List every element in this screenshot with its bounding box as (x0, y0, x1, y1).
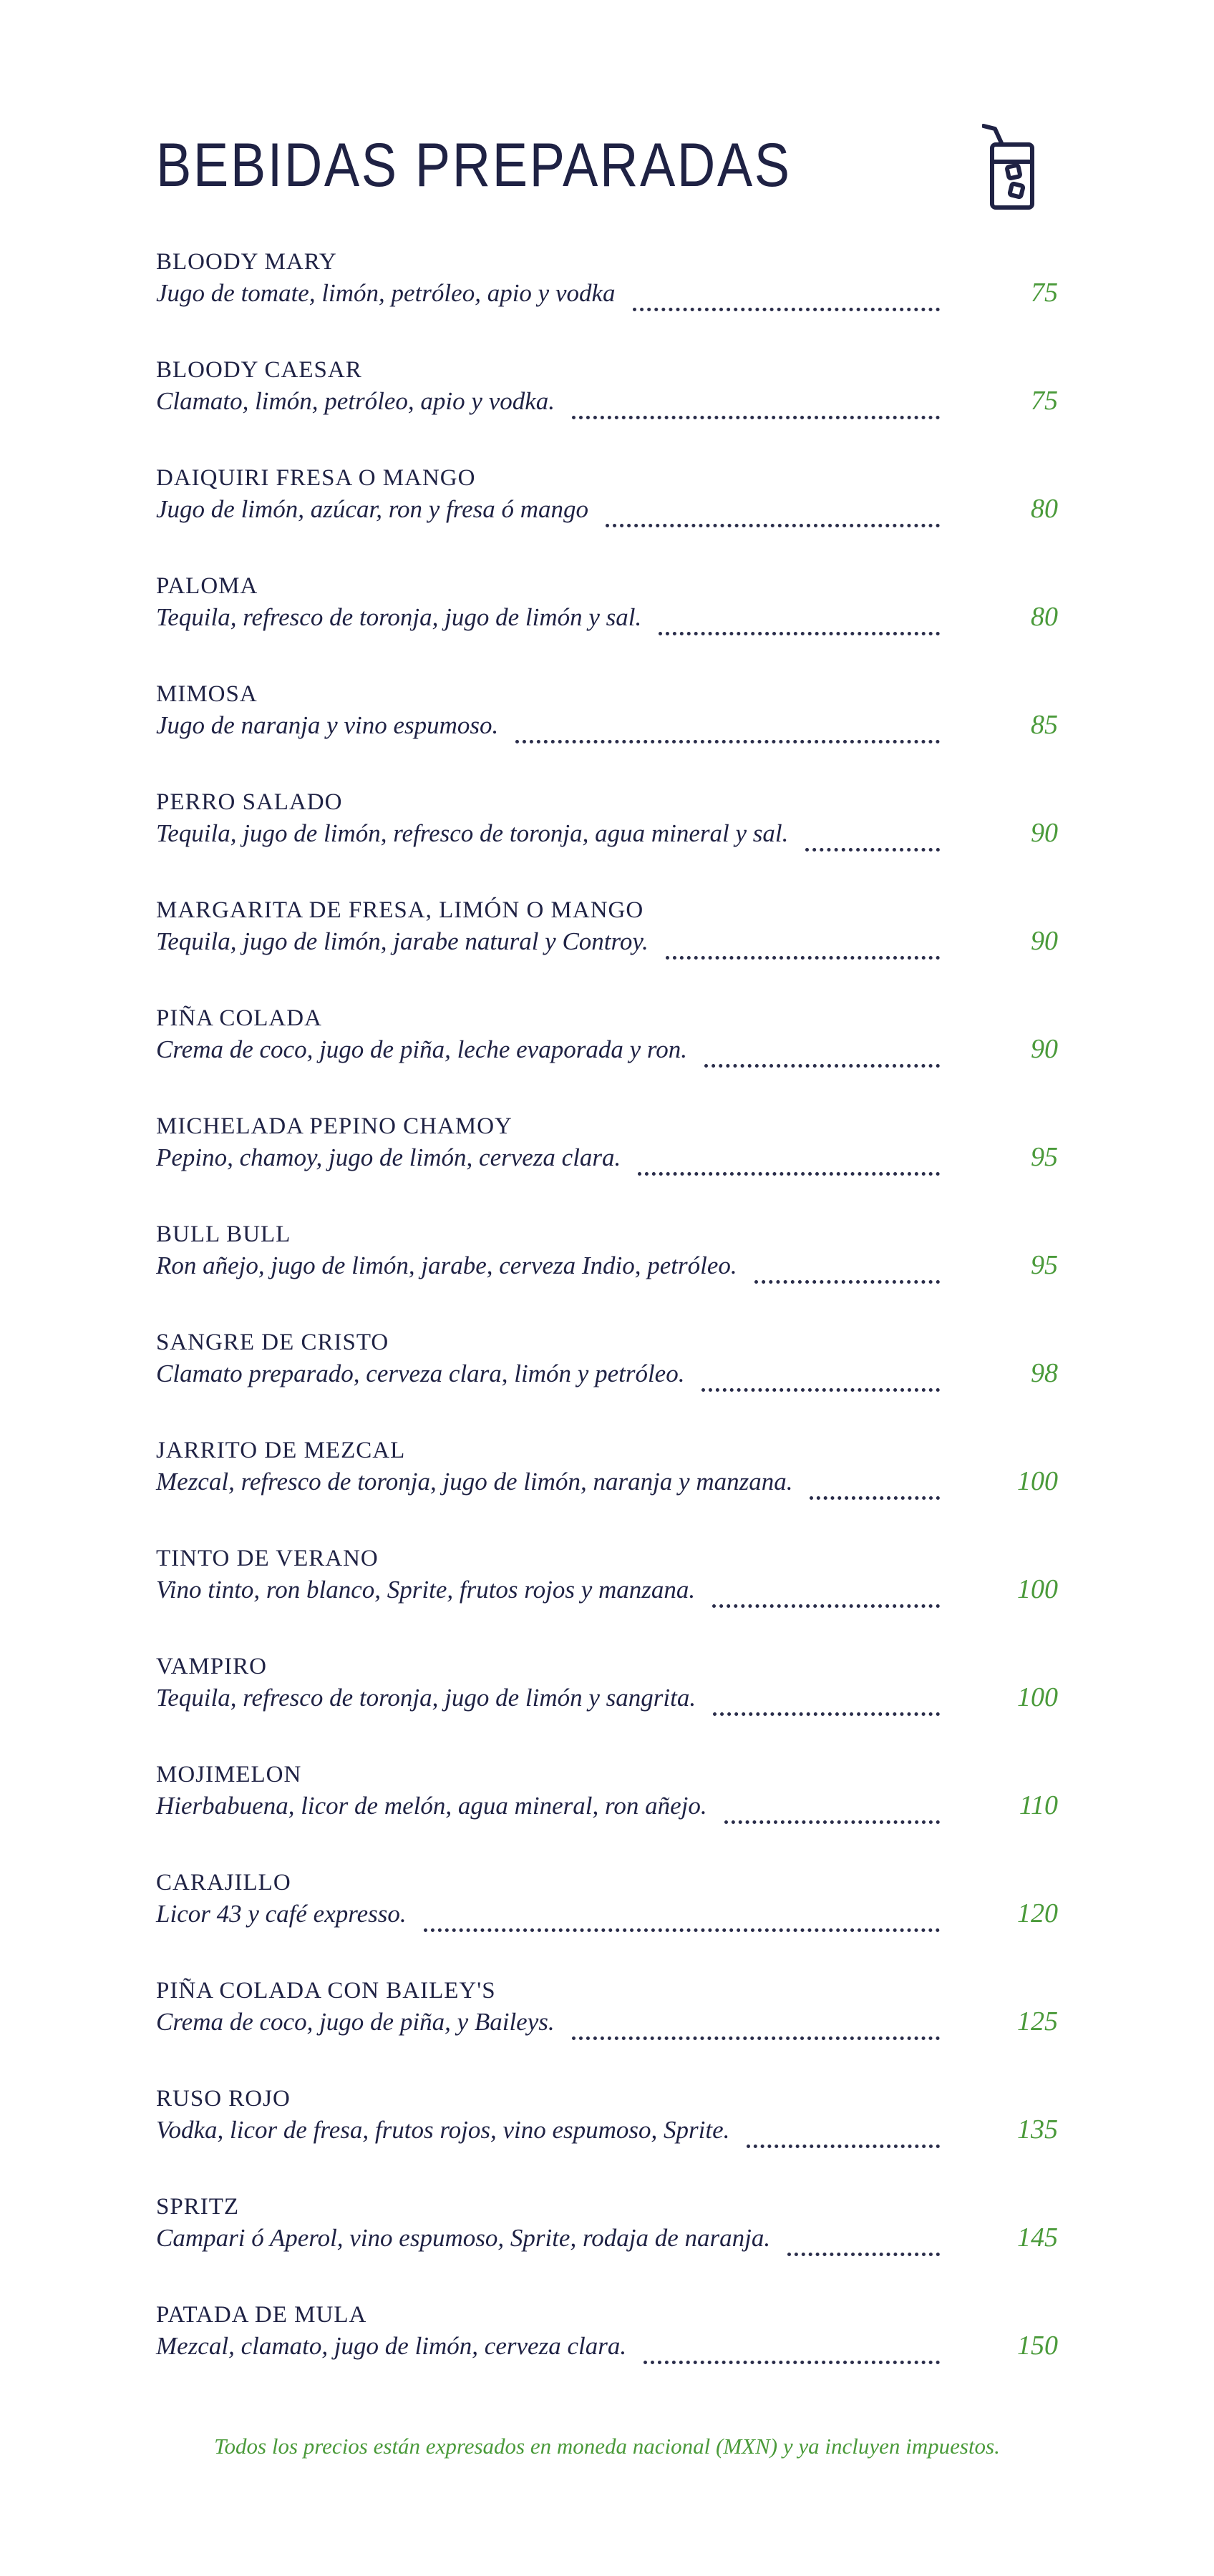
menu-item (156, 2195, 1058, 2274)
item-name: MIMOSA (156, 681, 258, 707)
item-price: 95 (1031, 1142, 1058, 1172)
item-name: MICHELADA PEPINO CHAMOY (156, 1113, 513, 1139)
dot-leader (747, 2123, 940, 2148)
item-price: 145 (1017, 2223, 1058, 2253)
item-price: 100 (1017, 1682, 1058, 1712)
item-price: 75 (1031, 278, 1058, 308)
item-name: PIÑA COLADA CON BAILEY'S (156, 1978, 496, 2004)
dot-leader (704, 1043, 940, 1068)
dot-leader (572, 394, 940, 419)
item-description: Jugo de limón, azúcar, ron y fresa ó mango (156, 495, 589, 523)
footer-note: Todos los precios están expresados en moneda nacional (MXN) y ya incluyen impuestos. (214, 2434, 1000, 2459)
item-description: Tequila, jugo de limón, jarabe natural y Controy. (156, 927, 649, 955)
item-price: 100 (1017, 1574, 1058, 1604)
item-name: BLOODY CAESAR (156, 357, 362, 383)
menu-item (156, 683, 1058, 761)
page-title: BEBIDAS PREPARADAS (156, 131, 792, 200)
dot-leader (754, 1259, 940, 1284)
menu-item (156, 250, 1058, 329)
item-description: Vino tinto, ron blanco, Sprite, frutos rojos y manzana. (156, 1576, 696, 1604)
dot-leader (787, 2231, 940, 2256)
menu-item (156, 1547, 1058, 1626)
item-description: Pepino, chamoy, jugo de limón, cerveza clara. (156, 1143, 621, 1171)
dot-leader (638, 1151, 940, 1176)
menu-item (156, 358, 1058, 437)
item-price: 100 (1017, 1466, 1058, 1496)
menu-item (156, 467, 1058, 545)
menu-item (156, 791, 1058, 869)
item-name: MOJIMELON (156, 1762, 302, 1787)
item-price: 90 (1031, 1034, 1058, 1064)
menu-item (156, 1115, 1058, 1194)
item-description: Campari ó Aperol, vino espumoso, Sprite, rodaja de naranja. (156, 2224, 771, 2252)
item-price: 95 (1031, 1250, 1058, 1280)
dot-leader (659, 610, 940, 635)
item-description: Licor 43 y café expresso. (156, 1900, 407, 1928)
item-name: RUSO ROJO (156, 2086, 291, 2112)
menu-item (156, 899, 1058, 977)
menu-item (156, 1223, 1058, 1302)
item-price: 98 (1031, 1358, 1058, 1388)
item-description: Vodka, licor de fresa, frutos rojos, vino espumoso, Sprite. (156, 2116, 730, 2144)
dot-leader (724, 1799, 940, 1824)
item-name: BLOODY MARY (156, 249, 337, 275)
item-description: Ron añejo, jugo de limón, jarabe, cerveza Indio, petróleo. (156, 1252, 737, 1279)
item-description: Tequila, jugo de limón, refresco de toronja, agua mineral y sal. (156, 819, 789, 847)
item-description: Mezcal, refresco de toronja, jugo de limón, naranja y manzana. (156, 1468, 793, 1496)
item-description: Crema de coco, jugo de piña, leche evaporada y ron. (156, 1035, 687, 1063)
item-name: DAIQUIRI FRESA O MANGO (156, 465, 476, 491)
menu-item (156, 1763, 1058, 1842)
dot-leader (666, 935, 940, 960)
dot-leader (712, 1583, 940, 1608)
item-description: Tequila, refresco de toronja, jugo de limón y sangrita. (156, 1684, 696, 1712)
item-price: 80 (1031, 602, 1058, 632)
menu-item (156, 1655, 1058, 1734)
item-name: SPRITZ (156, 2194, 240, 2220)
item-name: MARGARITA DE FRESA, LIMÓN O MANGO (156, 897, 644, 923)
menu-item (156, 1007, 1058, 1085)
item-name: JARRITO DE MEZCAL (156, 1438, 406, 1463)
item-description: Crema de coco, jugo de piña, y Baileys. (156, 2008, 555, 2036)
item-name: PALOMA (156, 573, 258, 599)
item-price: 90 (1031, 818, 1058, 848)
item-price: 120 (1017, 1898, 1058, 1928)
item-description: Jugo de tomate, limón, petróleo, apio y vodka (156, 279, 616, 307)
menu-item (156, 1439, 1058, 1518)
item-name: CARAJILLO (156, 1870, 291, 1896)
dot-leader (805, 826, 940, 852)
item-price: 85 (1031, 710, 1058, 740)
menu-item (156, 2303, 1058, 2382)
item-price: 75 (1031, 386, 1058, 416)
menu-item (156, 1871, 1058, 1950)
menu-item (156, 575, 1058, 653)
menu-item (156, 1979, 1058, 2058)
item-price: 80 (1031, 494, 1058, 524)
dot-leader (606, 502, 940, 527)
item-description: Hierbabuena, licor de melón, agua mineral, ron añejo. (156, 1792, 707, 1820)
dot-leader (424, 1907, 940, 1932)
item-price: 150 (1017, 2331, 1058, 2361)
item-description: Clamato preparado, cerveza clara, limón y petróleo. (156, 1360, 685, 1387)
item-description: Clamato, limón, petróleo, apio y vodka. (156, 387, 555, 415)
item-price: 135 (1017, 2114, 1058, 2145)
dot-leader (810, 1475, 940, 1500)
dot-leader (633, 286, 940, 311)
dot-leader (644, 2339, 940, 2364)
dot-leader (713, 1691, 940, 1716)
dot-leader (701, 1367, 940, 1392)
dot-leader (572, 2015, 940, 2040)
item-description: Mezcal, clamato, jugo de limón, cerveza clara. (156, 2332, 627, 2360)
item-price: 125 (1017, 2006, 1058, 2036)
item-price: 90 (1031, 926, 1058, 956)
item-price: 110 (1019, 1790, 1058, 1820)
item-description: Jugo de naranja y vino espumoso. (156, 711, 499, 739)
item-name: TINTO DE VERANO (156, 1546, 379, 1571)
item-name: PATADA DE MULA (156, 2302, 367, 2328)
item-name: PIÑA COLADA (156, 1005, 322, 1031)
menu-item (156, 2087, 1058, 2166)
item-name: VAMPIRO (156, 1654, 267, 1679)
item-name: PERRO SALADO (156, 789, 343, 815)
item-name: SANGRE DE CRISTO (156, 1330, 389, 1355)
item-description: Tequila, refresco de toronja, jugo de limón y sal. (156, 603, 642, 631)
menu-item (156, 1331, 1058, 1410)
dot-leader (515, 718, 940, 743)
item-name: BULL BULL (156, 1221, 291, 1247)
